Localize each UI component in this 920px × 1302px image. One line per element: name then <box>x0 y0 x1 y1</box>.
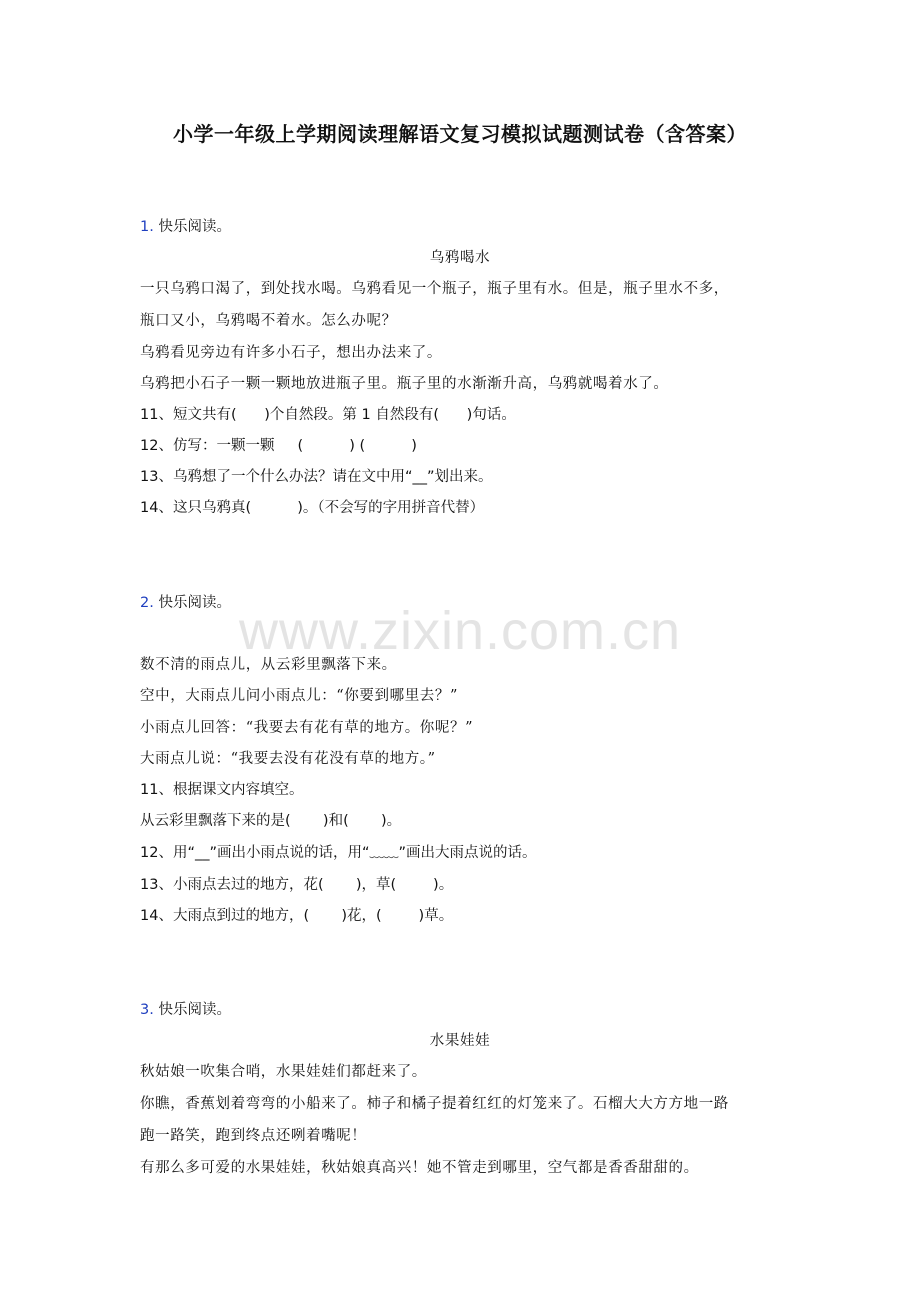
section-heading: 快乐阅读。 <box>158 1002 231 1018</box>
story-paragraph: 有那么多可爱的水果娃娃，秋姑娘真高兴！她不管走到哪里，空气都是香香甜甜的。 <box>140 1160 699 1176</box>
question-number: 1. <box>140 219 154 235</box>
question-item: 11、根据课文内容填空。 <box>140 782 304 798</box>
question-item: 14、大雨点到过的地方，( )花，( )草。 <box>140 908 454 924</box>
page-title: 小学一年级上学期阅读理解语文复习模拟试题测试卷（含答案） <box>173 122 747 146</box>
question-item: 13、乌鸦想了一个什么办法？请在文中用“__”划出来。 <box>140 469 493 485</box>
question-item: 12、用“__”画出小雨点说的话，用“﹏﹏”画出大雨点说的话。 <box>140 845 537 861</box>
story-title: 乌鸦喝水 <box>429 250 491 266</box>
story-paragraph: 一只乌鸦口渴了，到处找水喝。乌鸦看见一个瓶子，瓶子里有水。但是，瓶子里水不多， <box>140 281 729 297</box>
section-heading: 快乐阅读。 <box>158 595 231 611</box>
story-paragraph: 瓶口又小，乌鸦喝不着水。怎么办呢？ <box>140 313 397 329</box>
story-paragraph: 大雨点儿说：“我要去没有花没有草的地方。” <box>140 751 436 767</box>
story-paragraph: 乌鸦看见旁边有许多小石子，想出办法来了。 <box>140 345 442 361</box>
story-paragraph: 空中，大雨点儿问小雨点儿：“你要到哪里去？” <box>140 688 459 704</box>
story-paragraph: 乌鸦把小石子一颗一颗地放进瓶子里。瓶子里的水渐渐升高，乌鸦就喝着水了。 <box>140 376 669 392</box>
question-number: 2. <box>140 595 154 611</box>
question-item: 13、小雨点去过的地方，花( )，草( )。 <box>140 877 454 893</box>
story-paragraph: 小雨点儿回答：“我要去有花有草的地方。你呢？” <box>140 720 474 736</box>
question-number: 3. <box>140 1002 154 1018</box>
question-item: 14、这只乌鸦真( )。（不会写的字用拼音代替） <box>140 500 485 516</box>
section-heading: 快乐阅读。 <box>158 219 231 235</box>
section-2-header <box>140 591 231 612</box>
watermark: www.zixin.com.cn <box>238 601 682 661</box>
story-paragraph: 秋姑娘一吹集合哨，水果娃娃们都赶来了。 <box>140 1064 427 1080</box>
section-1-header <box>140 215 231 236</box>
story-title: 水果娃娃 <box>429 1033 491 1049</box>
question-item: 从云彩里飘落下来的是( )和( )。 <box>140 813 402 829</box>
question-item: 12、仿写：一颗一颗 ( ) ( ) <box>140 438 417 454</box>
story-paragraph: 跑一路笑，跑到终点还咧着嘴呢！ <box>140 1128 367 1144</box>
question-item: 11、短文共有( )个自然段。第 1 自然段有( )句话。 <box>140 407 516 423</box>
story-paragraph: 数不清的雨点儿，从云彩里飘落下来。 <box>140 657 397 673</box>
section-3-header <box>140 998 231 1019</box>
story-paragraph: 你瞧，香蕉划着弯弯的小船来了。柿子和橘子提着红红的灯笼来了。石榴大大方方地一路 <box>140 1096 729 1112</box>
